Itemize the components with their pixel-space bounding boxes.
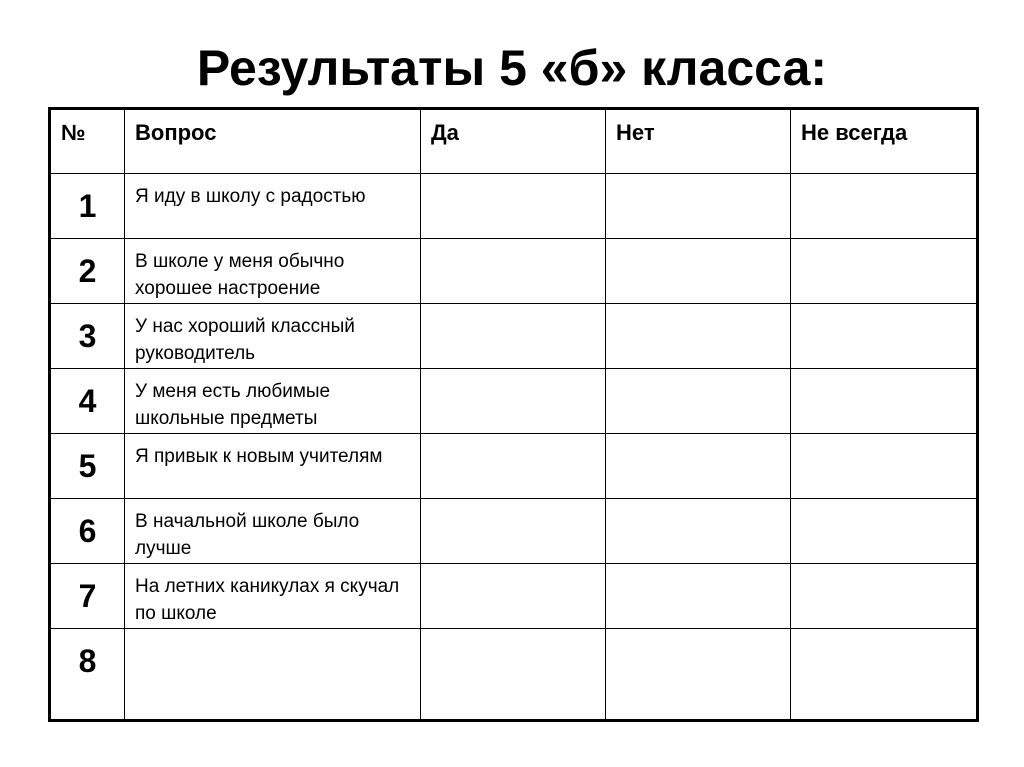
cell-yes (421, 564, 606, 629)
row-number: 8 (50, 629, 125, 721)
cell-yes (421, 369, 606, 434)
header-question: Вопрос (125, 109, 421, 174)
table-row (50, 174, 978, 239)
table-row (50, 369, 978, 434)
cell-no (606, 369, 791, 434)
cell-not-always (791, 304, 978, 369)
cell-yes (421, 174, 606, 239)
cell-yes (421, 629, 606, 721)
row-question (125, 629, 421, 721)
row-number: 1 (50, 174, 125, 239)
row-number: 5 (50, 434, 125, 499)
cell-yes (421, 304, 606, 369)
slide-title: Результаты 5 «б» класса: (196, 40, 828, 96)
header-row (50, 109, 978, 174)
cell-not-always (791, 564, 978, 629)
cell-no (606, 174, 791, 239)
cell-yes (421, 434, 606, 499)
cell-no (606, 499, 791, 564)
cell-no (606, 239, 791, 304)
row-question: В школе у меня обычно хорошее настроение (125, 239, 421, 304)
cell-not-always (791, 239, 978, 304)
row-question: Я привык к новым учителям (125, 434, 421, 499)
cell-yes (421, 499, 606, 564)
cell-yes (421, 239, 606, 304)
cell-no (606, 434, 791, 499)
row-number: 7 (50, 564, 125, 629)
row-number: 3 (50, 304, 125, 369)
row-number: 6 (50, 499, 125, 564)
cell-no (606, 304, 791, 369)
cell-not-always (791, 629, 978, 721)
table-row (50, 564, 978, 629)
cell-no (606, 564, 791, 629)
table-row (50, 239, 978, 304)
cell-not-always (791, 434, 978, 499)
table-row (50, 304, 978, 369)
cell-no (606, 629, 791, 721)
header-yes: Да (421, 109, 606, 174)
header-number: № (50, 109, 125, 174)
row-question: У нас хороший классный руководитель (125, 304, 421, 369)
table-row (50, 629, 978, 721)
table-row (50, 434, 978, 499)
row-question: На летних каникулах я скучал по школе (125, 564, 421, 629)
cell-not-always (791, 369, 978, 434)
row-number: 4 (50, 369, 125, 434)
row-question: У меня есть любимые школьные предметы (125, 369, 421, 434)
results-table (48, 107, 979, 722)
header-no: Нет (606, 109, 791, 174)
row-question: В начальной школе было лучше (125, 499, 421, 564)
cell-not-always (791, 499, 978, 564)
cell-not-always (791, 174, 978, 239)
table-row (50, 499, 978, 564)
header-not-always: Не всегда (791, 109, 978, 174)
row-number: 2 (50, 239, 125, 304)
row-question: Я иду в школу с радостью (125, 174, 421, 239)
